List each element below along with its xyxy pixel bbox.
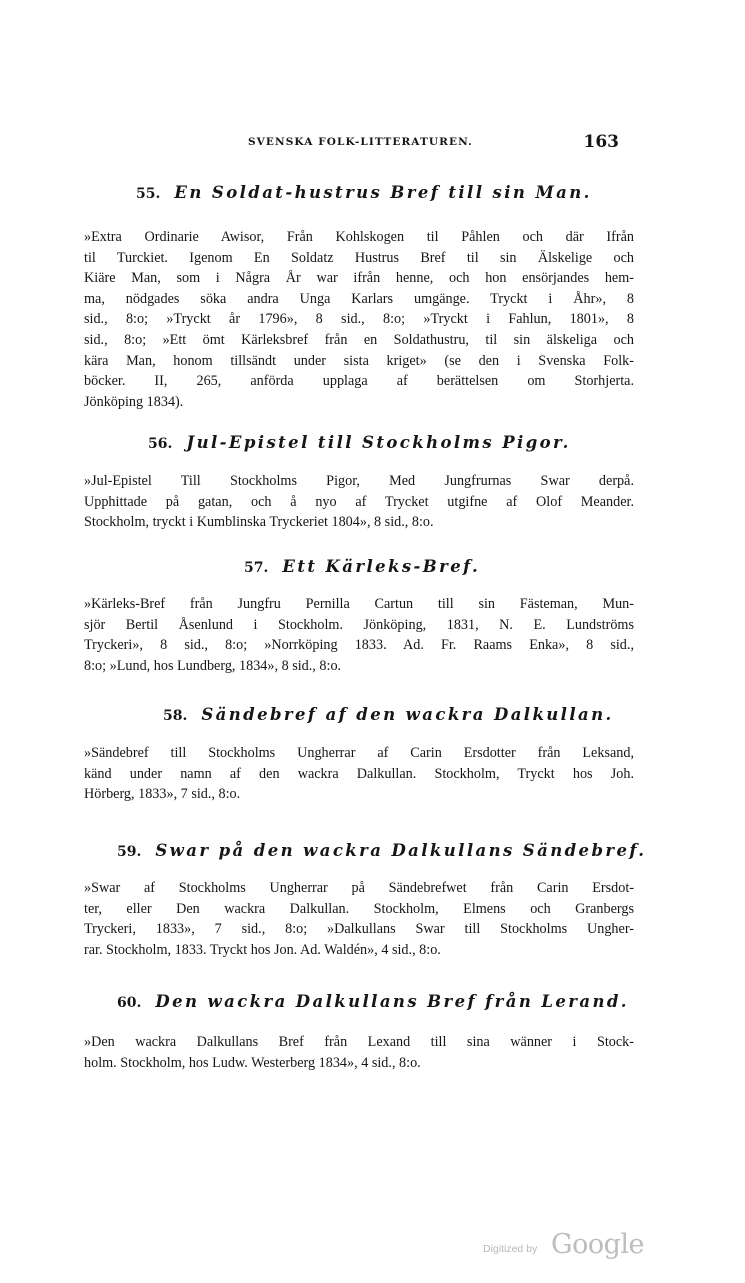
entry-number: 56.	[148, 436, 173, 452]
body-line: Upphittade på gatan, och å nyo af Trycket utgifne af Olof Meander.	[84, 493, 634, 510]
running-head: SVENSKA FOLK-LITTERATUREN.	[248, 136, 473, 148]
body-line: ma, nödgades söka andra Unga Karlars umgänge. Tryckt i Åhr», 8	[84, 290, 634, 307]
entry-title: Jul-Epistel till Stockholms Pigor.	[186, 433, 571, 452]
entry-heading-59	[117, 841, 646, 860]
entry-title: Swar på den wackra Dalkullans Sändebref.	[155, 841, 647, 860]
entry-title: Sändebref af den wackra Dalkullan.	[201, 705, 614, 724]
entry-body-60	[84, 1032, 634, 1073]
body-line: »Extra Ordinarie Awisor, Från Kohlskogen til Påhlen och där Ifrån	[84, 229, 634, 245]
entry-heading-56	[148, 433, 571, 452]
entry-number: 59.	[117, 844, 142, 860]
entry-number: 55.	[136, 186, 161, 202]
entry-body-57	[84, 594, 634, 676]
body-line: »Swar af Stockholms Ungherrar på Sändebrefwet från Carin Ersdot-	[84, 880, 634, 896]
body-line: sid., 8:o; »Ett ömt Kärleksbref från en Soldathustru, til sin älskeliga och	[84, 331, 634, 348]
entry-title: Ett Kärleks-Bref.	[282, 557, 481, 576]
body-line: Tryckeri, 1833», 7 sid., 8:o; »Dalkullans Swar till Stockholms Ungher-	[84, 921, 634, 938]
entry-number: 58.	[163, 708, 188, 724]
entry-number: 57.	[244, 560, 269, 576]
body-line: 8:o; »Lund, hos Lundberg, 1834», 8 sid., 8:o.	[84, 657, 342, 674]
body-line: Tryckeri», 8 sid., 8:o; »Norrköping 1833. Ad. Fr. Raams Enka», 8 sid.,	[84, 637, 634, 654]
entry-body-59	[84, 878, 634, 960]
body-line: rar. Stockholm, 1833. Tryckt hos Jon. Ad. Waldén», 4 sid., 8:o.	[84, 941, 441, 958]
entry-heading-55	[136, 183, 592, 202]
body-line: sjör Bertil Åsenlund i Stockholm. Jönköping, 1831, N. E. Lundströms	[84, 616, 634, 633]
body-line: Hörberg, 1833», 7 sid., 8:o.	[84, 786, 241, 803]
body-line: holm. Stockholm, hos Ludw. Westerberg 1834», 4 sid., 8:o.	[84, 1054, 421, 1071]
body-line: Kiäre Man, som i Några År war ifrån henne, och hon ensörjandes hem-	[84, 270, 634, 287]
entry-title: En Soldat-hustrus Bref till sin Man.	[174, 183, 592, 202]
body-line: »Jul-Epistel Till Stockholms Pigor, Med Jungfrurnas Swar derpå.	[84, 473, 634, 489]
body-line: »Den wackra Dalkullans Bref från Lexand till sina wänner i Stock-	[84, 1034, 634, 1050]
entry-heading-57	[244, 557, 480, 576]
body-line: »Kärleks-Bref från Jungfru Pernilla Cartun till sin Fästeman, Mun-	[84, 596, 634, 612]
body-line: böcker. II, 265, anförda upplaga af berättelsen om Storhjerta.	[84, 373, 634, 390]
entry-heading-58	[163, 705, 614, 724]
digitized-by-label: Digitized by	[483, 1243, 538, 1255]
entry-number: 60.	[117, 995, 142, 1011]
page-number: 163	[583, 132, 619, 152]
body-line: Stockholm, tryckt i Kumblinska Tryckeriet 1804», 8 sid., 8:o.	[84, 514, 434, 531]
body-line: kära Man, honom tillsändt under sista kriget» (se den i Svenska Folk-	[84, 352, 634, 369]
body-line: känd under namn af den wackra Dalkullan. Stockholm, Tryckt hos Joh.	[84, 765, 634, 782]
entry-heading-60	[117, 992, 629, 1011]
body-line: ter, eller Den wackra Dalkullan. Stockholm, Elmens och Granbergs	[84, 900, 634, 917]
body-line: til Turckiet. Igenom En Soldatz Hustrus Bref til sin Älskelige och	[84, 249, 634, 266]
entry-title: Den wackra Dalkullans Bref från Lerand.	[155, 992, 629, 1011]
body-line: Jönköping 1834).	[84, 393, 184, 410]
body-line: sid., 8:o; »Tryckt år 1796», 8 sid., 8:o; »Tryckt i Fahlun, 1801», 8	[84, 311, 634, 328]
entry-body-55	[84, 227, 634, 412]
entry-body-58	[84, 743, 634, 805]
body-line: »Sändebref till Stockholms Ungherrar af Carin Ersdotter från Leksand,	[84, 745, 634, 761]
entry-body-56	[84, 471, 634, 533]
digitized-by-google-watermark	[483, 1229, 643, 1265]
google-logo: Google	[551, 1229, 644, 1260]
